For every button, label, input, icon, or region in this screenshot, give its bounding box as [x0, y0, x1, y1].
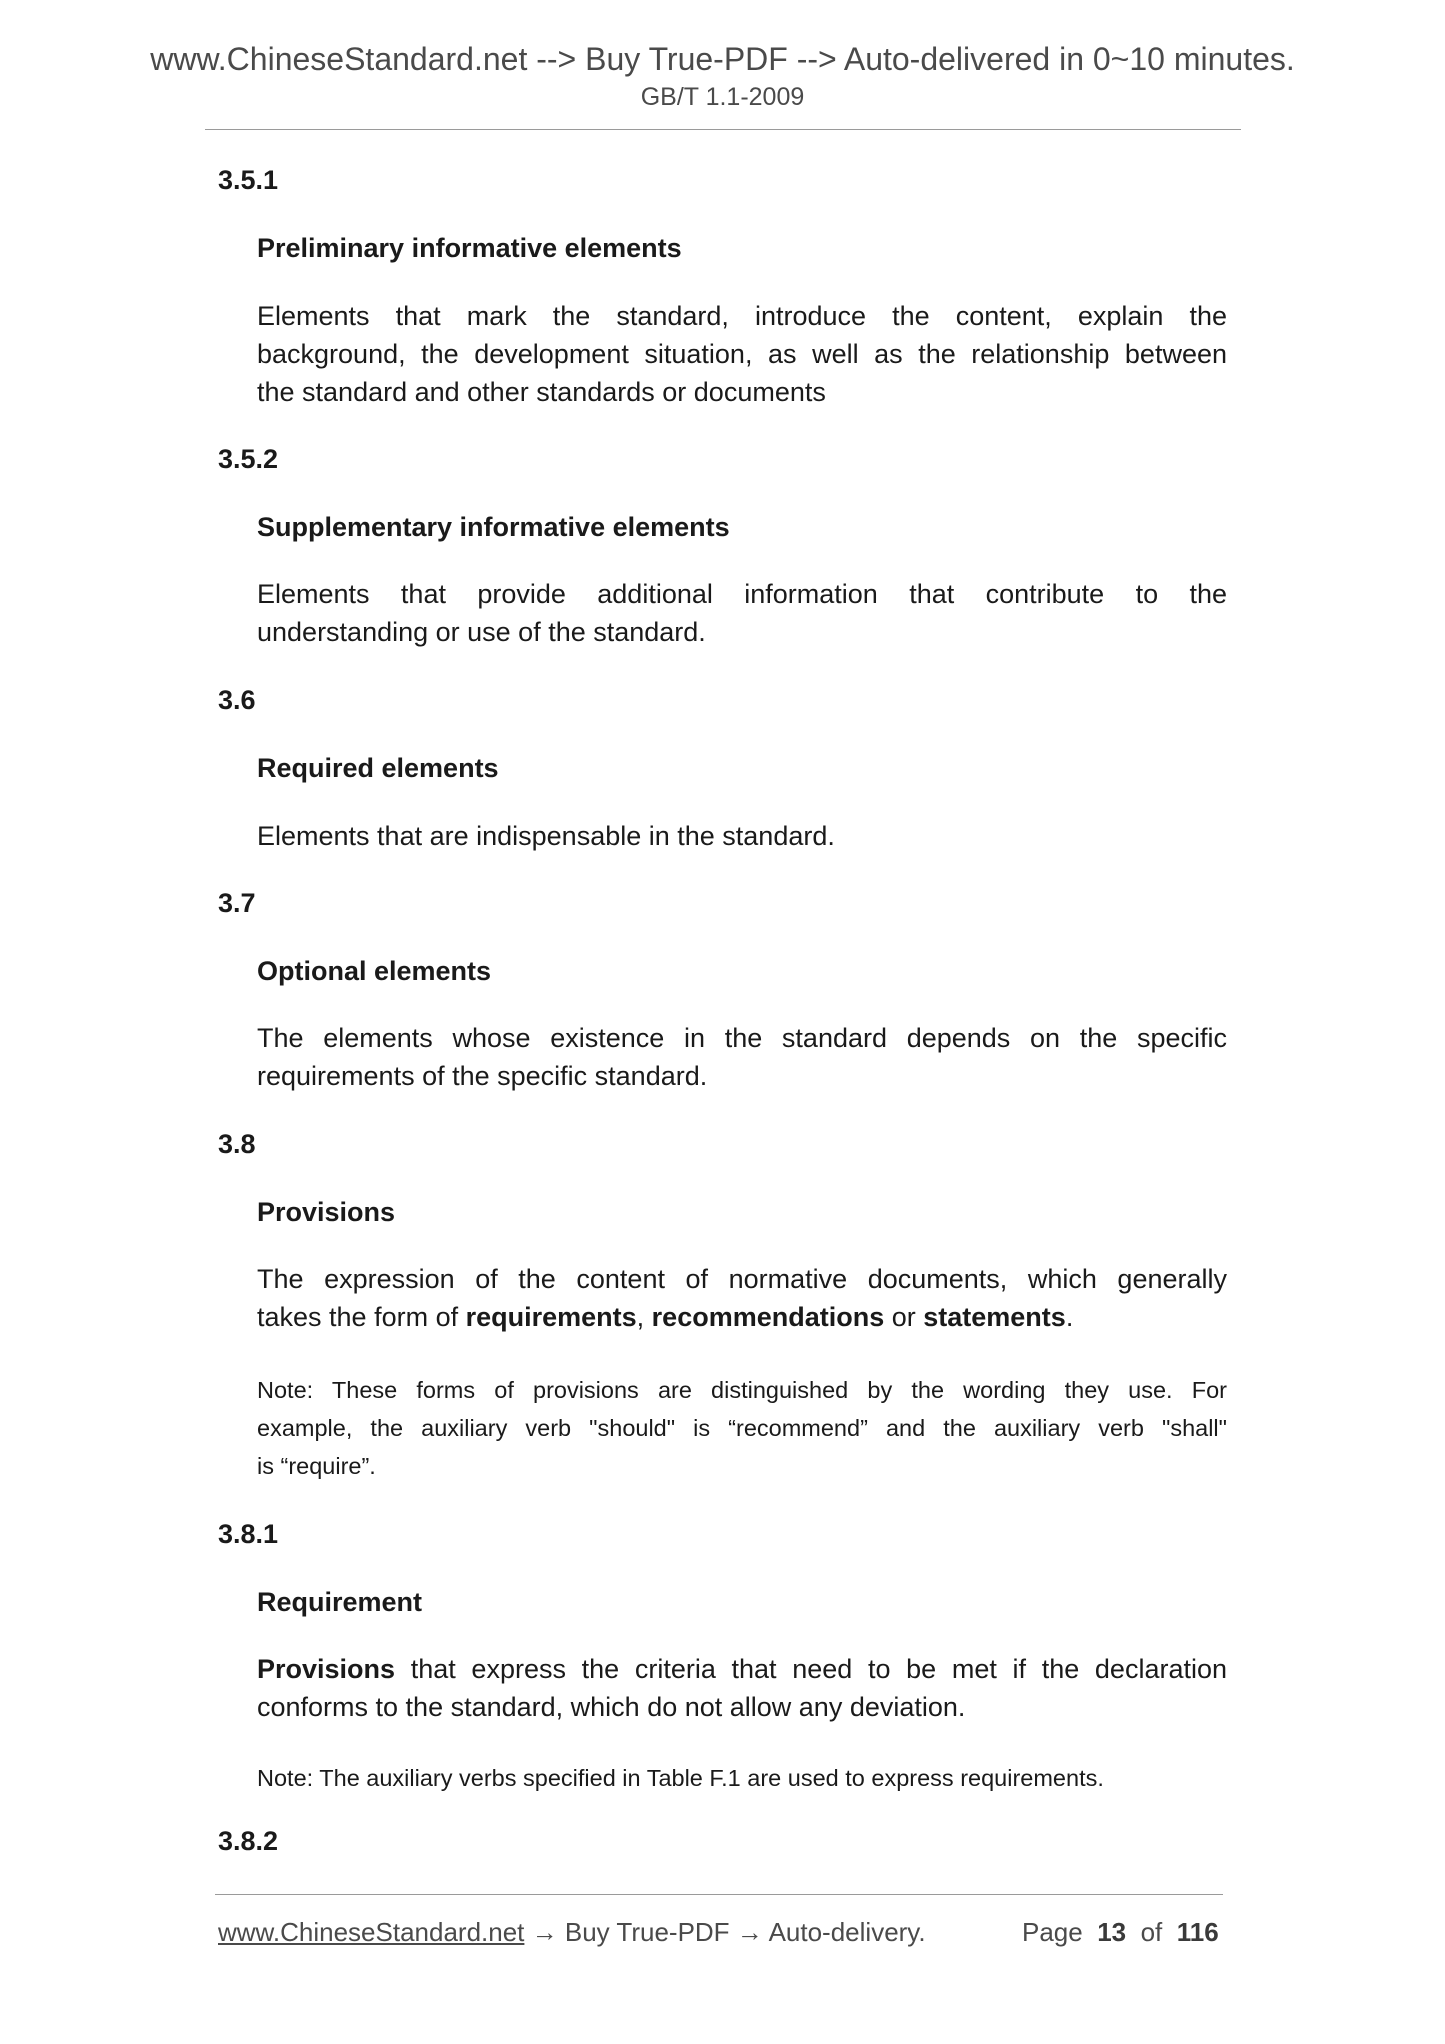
text-line: Elements that mark the standard, introduce the content, explain the [257, 301, 1227, 331]
footer-divider [215, 1894, 1223, 1895]
note-line: Note: These forms of provisions are distinguished by the wording they use. For [257, 1377, 1227, 1403]
text-line: requirements of the specific standard. [257, 1061, 708, 1091]
term-title: Supplementary informative elements [257, 512, 730, 542]
text-line: The expression of the content of normative documents, which generally [257, 1264, 1227, 1294]
term-title: Provisions [257, 1197, 396, 1227]
footer-text [218, 1916, 926, 1948]
text-line: Provisions that express the criteria that need to be met if the declaration [257, 1654, 1227, 1684]
clause-number: 3.5.2 [218, 444, 279, 474]
header-divider [205, 129, 1241, 130]
text-line: understanding or use of the standard. [257, 617, 706, 647]
page-total: 116 [1176, 1917, 1219, 1947]
definition-text [257, 297, 1227, 411]
note-text [257, 1759, 1227, 1797]
term-title: Optional elements [257, 956, 492, 986]
term-title: Required elements [257, 753, 499, 783]
clause-number: 3.5.1 [218, 165, 279, 195]
definition-text [257, 1650, 1227, 1726]
term-title: Requirement [257, 1587, 423, 1617]
website-link[interactable]: www.ChineseStandard.net [218, 1917, 525, 1947]
note-line: is “require”. [257, 1453, 376, 1479]
page-indicator: Page 13 of 116 [1022, 1917, 1219, 1947]
text-line: Elements that are indispensable in the standard. [257, 821, 835, 851]
text-line: background, the development situation, as well as the relationship between [257, 339, 1227, 369]
document-id: GB/T 1.1-2009 [640, 83, 805, 111]
clause-number: 3.8 [218, 1129, 256, 1159]
definition-text [257, 575, 1227, 651]
page-number: 13 [1097, 1917, 1127, 1947]
note-text [257, 1371, 1227, 1485]
definition-text [257, 1260, 1227, 1336]
footer-tail: → Buy True-PDF → Auto-delivery. [524, 1917, 926, 1947]
text-line: conforms to the standard, which do not allow any deviation. [257, 1692, 966, 1722]
text-line: Elements that provide additional information that contribute to the [257, 579, 1227, 609]
term-title: Preliminary informative elements [257, 233, 682, 263]
note-line: example, the auxiliary verb "should" is “recommend” and the auxiliary verb "shall" [257, 1415, 1227, 1441]
text-line: the standard and other standards or documents [257, 377, 826, 407]
clause-number: 3.7 [218, 888, 256, 918]
header-banner: www.ChineseStandard.net --> Buy True-PDF --> Auto-delivered in 0~10 minutes. [150, 41, 1295, 77]
definition-text [257, 817, 1227, 855]
text-line: takes the form of requirements, recommendations or statements. [257, 1302, 1074, 1332]
text-line: The elements whose existence in the standard depends on the specific [257, 1023, 1227, 1053]
definition-text [257, 1019, 1227, 1095]
clause-number: 3.8.2 [218, 1826, 279, 1856]
clause-number: 3.8.1 [218, 1519, 279, 1549]
note-line: Note: The auxiliary verbs specified in Table F.1 are used to express requirements. [257, 1765, 1104, 1791]
clause-number: 3.6 [218, 685, 256, 715]
